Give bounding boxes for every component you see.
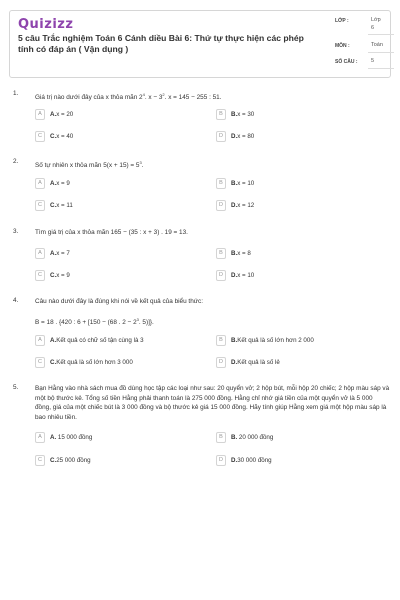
option-letter-box: A — [35, 248, 45, 259]
option-letter-box: B — [216, 335, 226, 346]
option-letter-box: C — [35, 270, 45, 281]
option-letter-box: A — [35, 109, 45, 120]
worksheet-title: 5 câu Trắc nghiệm Toán 6 Cánh diều Bài 6: Thứ tự thực hiện các phép tính có đáp án ( Vận dụng ) — [18, 33, 304, 54]
option-letter-box: D — [216, 455, 226, 466]
subject-value: Toán — [371, 42, 383, 48]
class-underline — [368, 34, 394, 35]
quizizz-logo: Quizizz — [18, 17, 74, 32]
question-number: 5. — [13, 384, 19, 391]
question-text: Số tự nhiên x thỏa mãn $5(x + 15) = 5^3$. — [35, 160, 144, 170]
question-text: Tìm giá trị của x thỏa mãn 165 − (35 : x + 3) . 19 = 13. — [35, 229, 188, 236]
subject-label: MÔN : — [335, 43, 350, 49]
option-letter-box: D — [216, 357, 226, 368]
class-value-line2: 6 — [371, 25, 375, 31]
question-number: 4. — [13, 297, 19, 304]
class-label: LỚP : — [335, 18, 349, 24]
option-letter-box: D — [216, 131, 226, 142]
question-text: Câu nào dưới đây là đúng khi nói về kết quả của biểu thức: — [35, 298, 204, 305]
worksheet-header — [9, 10, 391, 78]
option-letter-box: A — [35, 335, 45, 346]
question-text: Bạn Hằng vào nhà sách mua đồ dùng học tập các loại như sau: 20 quyển vở; 2 hộp bút, mỗi hộp 20 chiếc; 2 hộp màu sáp và một bộ thước kẻ. Tổng số tiền Hằng phải thanh toán là 275 000 đồng. Hằng chỉ nhớ giá tiền của một quyển vở là 5 000 đồng, giá của một chiếc bút là 3 000 đồng và bộ thước kẻ giá 15 000 đồng. Hãy tính giúp Hằng xem giá một hộp màu sáp là bao nhiêu tiền. — [35, 385, 390, 421]
question-expression: B = 18 . {420 : 6 + [150 − (68 . $2 - 2^3$. 5)]}. — [35, 317, 154, 327]
option-letter-box: A — [35, 178, 45, 189]
option-letter-box: D — [216, 270, 226, 281]
option-letter-box: C — [35, 357, 45, 368]
option-letter-box: B — [216, 248, 226, 259]
option-letter-box: C — [35, 455, 45, 466]
class-value-line1: Lớp — [371, 17, 381, 23]
option-letter-box: C — [35, 131, 45, 142]
subject-underline — [368, 52, 394, 53]
option-letter-box: D — [216, 200, 226, 211]
count-underline — [368, 68, 394, 69]
option-letter-box: A — [35, 432, 45, 443]
question-number: 3. — [13, 228, 19, 235]
option-letter-box: C — [35, 200, 45, 211]
count-value: 5 — [371, 58, 375, 64]
question-text: Giá trị nào dưới đây của x thỏa mãn $2^4$. $x - 3^2$. x = 145 − 255 : 51. — [35, 92, 222, 102]
question-number: 1. — [13, 90, 19, 97]
option-letter-box: B — [216, 178, 226, 189]
option-letter-box: B — [216, 432, 226, 443]
question-number: 2. — [13, 158, 19, 165]
count-label: SỐ CÂU : — [335, 59, 358, 65]
option-letter-box: B — [216, 109, 226, 120]
